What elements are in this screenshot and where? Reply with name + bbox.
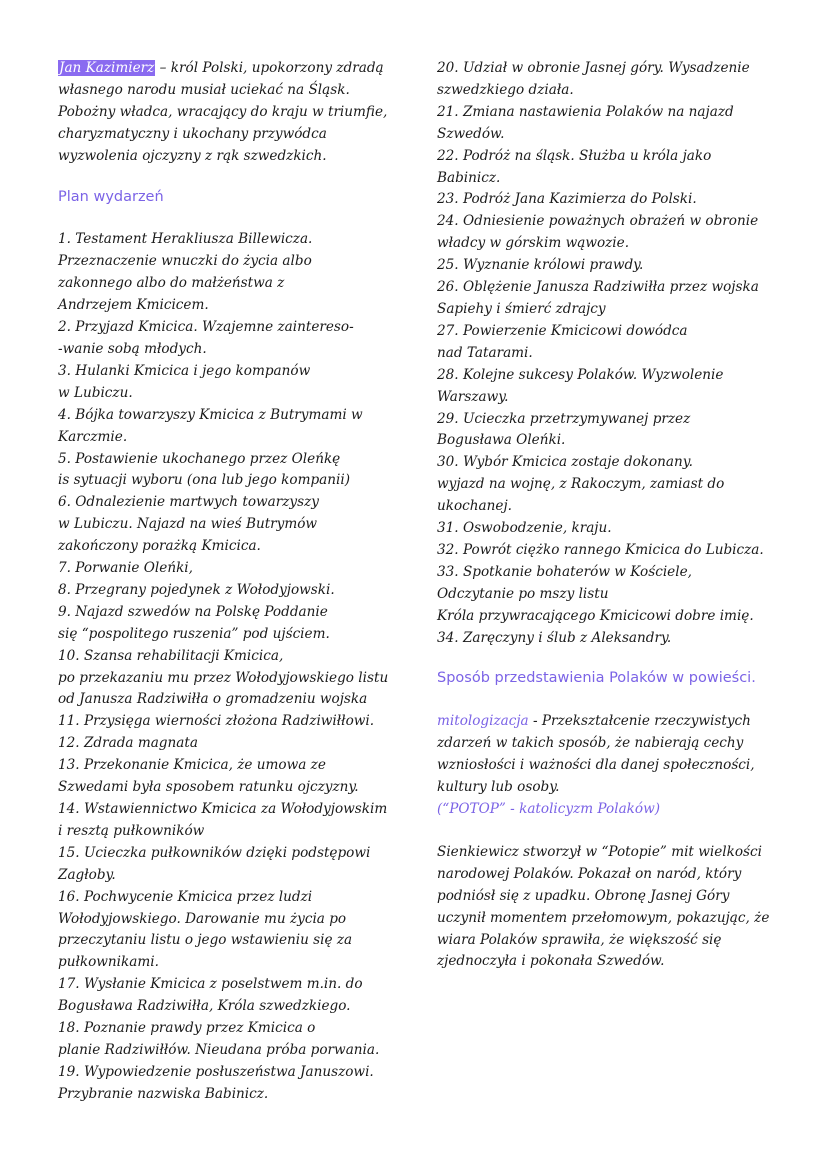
- plan-item-line: 18. Poznanie prawdy przez Kmicica o: [58, 1020, 316, 1037]
- plan-item-line: 4. Bójka towarzyszy Kmicica z Butrymami w: [58, 406, 363, 423]
- plan-item-line: i resztą pułkowników: [58, 822, 205, 839]
- plan-item-line: wyjazd na wojnę, z Rakoczym, zamiast do: [437, 476, 725, 493]
- intro-block: [58, 58, 403, 168]
- plan-item-line: 26. Oblężenie Janusza Radziwiłła przez wojska: [437, 279, 759, 296]
- plan-item-line: się “pospolitego ruszenia” pod ujściem.: [58, 625, 330, 642]
- plan-item-line: 25. Wyznanie królowi prawdy.: [437, 257, 644, 274]
- plan-item-line: ukochanej.: [437, 498, 512, 515]
- plan-item-line: is sytuacji wyboru (ona lub jego kompanii): [58, 472, 351, 489]
- plan-item-line: 3. Hulanki Kmicica i jego kompanów: [58, 362, 311, 379]
- plan-item-line: 5. Postawienie ukochanego przez Oleńkę: [58, 450, 341, 467]
- intro-line: wyzwolenia ojczyzny z rąk szwedzkich.: [58, 147, 327, 164]
- plan-item-line: Warszawy.: [437, 388, 509, 405]
- plan-item-line: 33. Spotkanie bohaterów w Kościele,: [437, 563, 692, 580]
- plan-item-line: Bogusława Radziwiłła, Króla szwedzkiego.: [58, 998, 351, 1015]
- right-column: [437, 58, 782, 973]
- plan-item-line: Bogusława Oleńki.: [437, 432, 566, 449]
- intro-line: własnego narodu musiał uciekać na Śląsk.: [58, 81, 350, 98]
- plan-item-line: 11. Przysięga wierności złożona Radziwiłłowi.: [58, 713, 375, 730]
- summary-line: zjednoczyła i pokonała Szwedów.: [437, 953, 665, 970]
- plan-item-line: w Lubiczu. Najazd na wieś Butrymów: [58, 516, 318, 533]
- example-note: (“POTOP” - katolicyzm Polaków): [437, 801, 661, 817]
- plan-item-line: od Janusza Radziwiłła o gromadzeniu wojska: [58, 691, 368, 708]
- plan-item-line: 13. Przekonanie Kmicica, że umowa ze: [58, 757, 326, 774]
- plan-item-line: 24. Odniesienie poważnych obrażeń w obronie: [437, 213, 759, 230]
- plan-item-line: Przybranie nazwiska Babinicz.: [58, 1085, 269, 1102]
- intro-line: Jan Kazimierz – król Polski, upokorzony zdradą: [59, 60, 384, 76]
- plan-item-line: 30. Wybór Kmicica zostaje dokonany.: [437, 454, 693, 471]
- plan-item-line: Andrzejem Kmicicem.: [58, 297, 209, 314]
- summary-paragraph: [437, 842, 782, 973]
- plan-item-line: 1. Testament Herakliusza Billewicza.: [58, 231, 313, 248]
- intro-line: Pobożny władca, wracający do kraju w triumfie,: [58, 103, 388, 120]
- term: mitologizacja: [437, 713, 529, 730]
- summary-line: narodowej Polaków. Pokazał on naród, który: [437, 865, 742, 882]
- plan-item-line: 14. Wstawiennictwo Kmicica za Wołodyjowskim: [58, 801, 388, 817]
- plan-heading: Plan wydarzeń: [58, 188, 164, 205]
- plan-item-line: 29. Ucieczka przetrzymywanej przez: [437, 410, 691, 427]
- plan-item-line: Zagłoby.: [58, 866, 116, 883]
- plan-item-line: 6. Odnalezienie martwych towarzyszy: [58, 494, 319, 511]
- plan-item-line: zakonnego albo do małżeństwa z: [58, 275, 285, 292]
- plan-item-line: 9. Najazd szwedów na Polskę Poddanie: [58, 603, 328, 620]
- plan-item-line: Odczytanie po mszy listu: [437, 585, 609, 602]
- summary-line: Sienkiewicz stworzył w “Potopie” mit wielkości: [437, 843, 762, 860]
- plan-item-line: 7. Porwanie Oleńki,: [58, 560, 193, 577]
- plan-item-line: przeczytaniu listu o jego wstawieniu się za: [58, 932, 353, 949]
- plan-item-line: -wanie sobą młodych.: [58, 340, 207, 357]
- plan-item-line: 31. Oswobodzenie, kraju.: [437, 520, 612, 537]
- plan-item-line: 20. Udział w obronie Jasnej góry. Wysadzenie: [437, 60, 750, 76]
- plan-item-line: 19. Wypowiedzenie posłuszeństwa Januszowi.: [58, 1063, 374, 1080]
- plan-item-line: 10. Szansa rehabilitacji Kmicica,: [58, 647, 284, 664]
- summary-line: uczynił momentem przełomowym, pokazując, że: [437, 909, 770, 926]
- plan-item-line: planie Radziwiłłów. Nieudana próba porwania.: [58, 1041, 380, 1058]
- plan-item-line: Babinicz.: [437, 169, 501, 186]
- plan-item-line: 23. Podróż Jana Kazimierza do Polski.: [437, 191, 697, 208]
- plan-item-line: 32. Powrót ciężko rannego Kmicica do Lubicza.: [437, 541, 764, 558]
- plan-item-line: Szwedów.: [437, 125, 505, 142]
- plan-item-line: Króla przywracającego Kmicicowi dobre imię.: [437, 607, 754, 624]
- portrayal-heading: Sposób przedstawienia Polaków w powieści.: [437, 670, 756, 687]
- plan-item-line: Karczmie.: [58, 428, 128, 445]
- definition-line: wzniosłości i ważności dla danej społeczności,: [437, 757, 755, 774]
- plan-item-line: Przeznaczenie wnuczki do życia albo: [58, 253, 312, 270]
- intro-line: charyzmatyczny i ukochany przywódca: [58, 125, 327, 142]
- plan-item-line: Szwedami była sposobem ratunku ojczyzny.: [58, 779, 359, 796]
- plan-item-line: 21. Zmiana nastawienia Polaków na najazd: [437, 103, 734, 120]
- plan-item-line: szwedzkiego działa.: [437, 81, 574, 98]
- plan-item-line: 22. Podróż na śląsk. Służba u króla jako: [437, 147, 712, 164]
- plan-item-line: 8. Przegrany pojedynek z Wołodyjowski.: [58, 581, 335, 598]
- left-column: [58, 58, 403, 1106]
- definition-line: mitologizacja - Przekształcenie rzeczywistych: [437, 713, 751, 730]
- plan-list-right: [437, 58, 782, 649]
- plan-item-line: nad Tatarami.: [437, 344, 533, 361]
- definition-block: [437, 711, 782, 821]
- plan-item-line: 15. Ucieczka pułkowników dzięki podstępowi: [58, 844, 371, 861]
- plan-item-line: Sapiehy i śmierć zdrajcy: [437, 300, 606, 317]
- plan-item-line: 16. Pochwycenie Kmicica przez ludzi: [58, 888, 313, 905]
- plan-item-line: 12. Zdrada magnata: [58, 735, 198, 752]
- plan-item-line: 34. Zaręczyny i ślub z Aleksandry.: [437, 629, 672, 646]
- plan-item-line: 27. Powierzenie Kmicicowi dowódca: [437, 322, 688, 339]
- plan-list-left: [58, 229, 403, 1105]
- plan-item-line: 28. Kolejne sukcesy Polaków. Wyzwolenie: [437, 366, 724, 383]
- definition-line: zdarzeń w takich sposób, że nabierają cechy: [437, 735, 744, 752]
- plan-item-line: władcy w górskim wąwozie.: [437, 235, 630, 252]
- summary-line: podniósł się z upadku. Obronę Jasnej Góry: [437, 887, 730, 904]
- highlighted-name[interactable]: Jan Kazimierz: [59, 60, 155, 76]
- plan-item-line: 2. Przyjazd Kmicica. Wzajemne zaintereso-: [58, 319, 354, 336]
- plan-item-line: pułkownikami.: [58, 954, 159, 971]
- plan-item-line: zakończony porażką Kmicica.: [58, 538, 261, 555]
- definition-line: kultury lub osoby.: [437, 779, 560, 796]
- plan-item-line: w Lubiczu.: [58, 384, 133, 401]
- plan-item-line: Wołodyjowskiego. Darowanie mu życia po: [58, 910, 347, 927]
- summary-line: wiara Polaków sprawiła, że większość się: [437, 931, 722, 948]
- plan-item-line: po przekazaniu mu przez Wołodyjowskiego listu: [58, 669, 389, 686]
- plan-item-line: 17. Wysłanie Kmicica z poselstwem m.in. do: [58, 976, 363, 993]
